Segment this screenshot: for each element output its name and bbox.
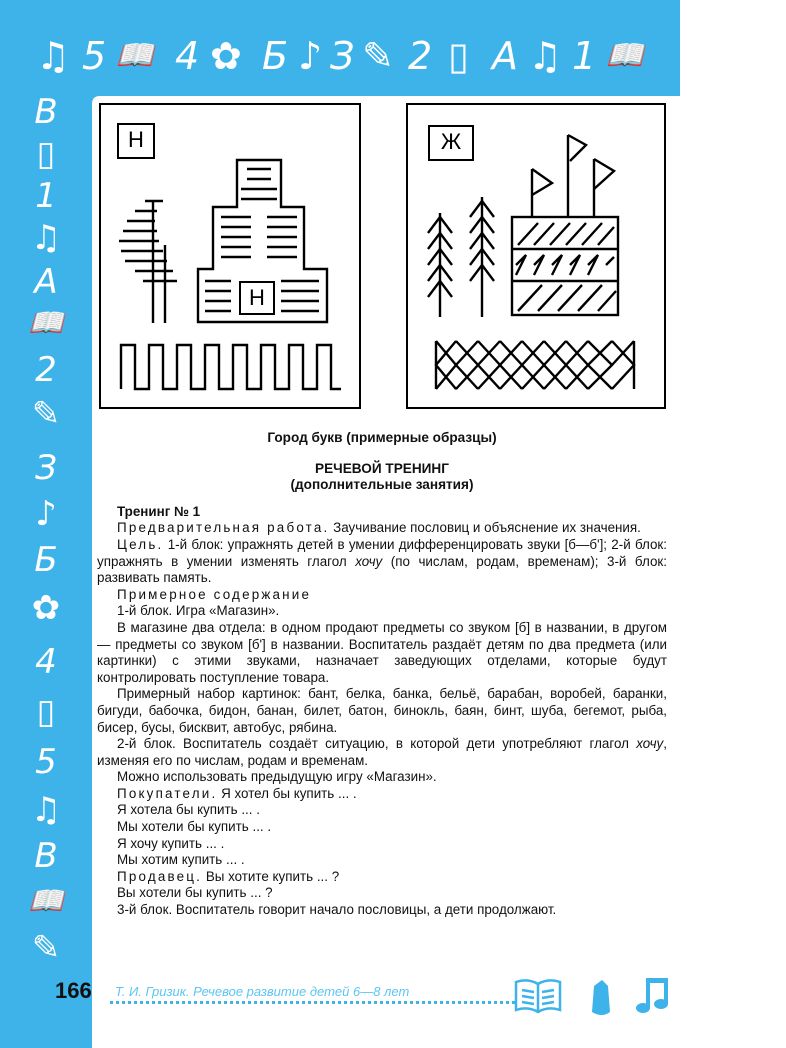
buyer-phrase: Я хотел бы купить ... . (217, 785, 357, 801)
shop-paragraph: В магазине два отдела: в одном продают предметы со звуком [б] в названии, в другом — предметы со звуком [б'] в названии. Воспитатель раздаёт детям по два предмета (или картинки) с этими звуками, назначает заведующих отделами, которые будут контролировать поступление товара. (97, 619, 667, 685)
bottle-icon: ▯ (36, 134, 56, 174)
seller-phrase: Вы хотите купить ... ? (202, 868, 340, 884)
reuse-line: Можно использовать предыдущую игру «Магазин». (117, 769, 437, 785)
music-note-icon: ♫ (30, 218, 62, 258)
content-label: Примерное содержание (117, 586, 312, 602)
seller-line (97, 869, 667, 886)
girl-icon: ✿ (31, 588, 61, 628)
block-1-heading: 1-й блок. Игра «Магазин». (117, 603, 280, 619)
figure-caption: Город букв (примерные образцы) (267, 430, 497, 445)
goal-text-1: 1-й блок: упражнять детей в умении дифференцировать звуки [б—б']; 2-й блок: упражнять в умении изменять глагол (97, 536, 667, 569)
digit-glyph: 1 (35, 176, 57, 216)
preparation-label: Предварительная работа. (117, 520, 330, 536)
digit-glyph: 5 (35, 742, 57, 782)
digit-glyph: 1 (572, 34, 597, 78)
figure-letter-n-city (99, 103, 361, 409)
brush-icon: ✎ (362, 34, 394, 78)
letter-glyph: А (492, 34, 518, 78)
music-note-icon: ♪ (298, 34, 323, 78)
letter-glyph: З (35, 448, 57, 488)
letter-glyph: З (330, 34, 355, 78)
page-number: 166 (55, 978, 92, 1003)
book-icon: 📖 (116, 38, 154, 73)
figure-letter-label: Н (117, 123, 155, 159)
preparation-text: Заучивание пословиц и объяснение их значения. (329, 520, 641, 536)
letter-glyph: Б (262, 34, 289, 78)
book-icon (516, 980, 560, 1012)
zh-drawing (408, 105, 664, 407)
buyer-phrase: Мы хотели бы купить ... . (117, 819, 272, 835)
bottle-icon: ▯ (448, 34, 469, 78)
seller-phrase: Вы хотели бы купить ... ? (117, 885, 273, 901)
buyer-phrase: Мы хотим купить ... . (117, 852, 245, 868)
footer-dotted-rule (110, 1001, 515, 1004)
main-text (97, 430, 667, 919)
block-2-paragraph (97, 736, 667, 769)
figure-letter-label: Ж (428, 125, 474, 161)
girl-icon: ✿ (210, 34, 242, 78)
book-reference: Т. И. Гризик. Речевое развитие детей 6—8 лет (115, 984, 410, 999)
buyer-phrase: Я хочу купить ... . (117, 835, 225, 851)
footer-icons (510, 972, 680, 1022)
letter-glyph: В (34, 92, 58, 132)
buyers-label: Покупатели. (117, 785, 218, 801)
bottle-icon: ▯ (36, 692, 56, 732)
letter-glyph: А (34, 262, 58, 302)
section-subtitle: (дополнительные занятия) (290, 477, 474, 493)
letter-glyph: В (34, 836, 58, 876)
city-drawing (101, 105, 359, 407)
block-2-text-2: , изменяя его по числам, родам и временам. (97, 736, 667, 768)
music-note-icon: ♪ (35, 494, 57, 534)
digit-glyph: 2 (35, 350, 57, 390)
music-note-icon: ♫ (30, 790, 62, 830)
building-letter-label: Н (239, 281, 275, 315)
music-note-icon (636, 978, 668, 1013)
goal-label: Цель. (117, 536, 164, 552)
block-2-verb: хочу (636, 736, 664, 752)
digit-glyph: 4 (175, 34, 200, 78)
book-icon: 📖 (28, 306, 64, 339)
book-icon: 📖 (606, 38, 644, 73)
book-icon: 📖 (28, 884, 64, 917)
preparation-paragraph (97, 520, 667, 537)
goal-text-2: (по числам, родам, временам); 3-й блок: развивать память. (97, 553, 667, 586)
brush-icon: ✎ (31, 394, 61, 434)
digit-glyph: 5 (82, 34, 107, 78)
figure-letter-zh-city (406, 103, 666, 409)
digit-glyph: 4 (35, 642, 57, 682)
letter-glyph: Б (34, 540, 58, 580)
top-glyph-band (0, 0, 680, 96)
pictures-paragraph: Примерный набор картинок: бант, белка, банка, бельё, барабан, воробей, баранки, бигуди, бабочка, бидон, банан, билет, батон, бинокль, баян, бинт, шуба, бегемот, рыба, бисер, бусы, бисквит, автобус, рябина. (97, 686, 667, 735)
goal-paragraph (97, 537, 667, 587)
block-2-text-1: 2-й блок. Воспитатель создаёт ситуацию, в которой дети употребляют глагол (117, 736, 637, 752)
buyers-line (97, 786, 667, 803)
brush-icon: ✎ (31, 928, 61, 968)
seller-label: Продавец. (117, 868, 203, 884)
music-note-icon: ♫ (36, 34, 71, 78)
buyer-phrase: Я хотела бы купить ... . (117, 802, 260, 818)
training-heading: Тренинг № 1 (117, 503, 201, 519)
bottle-icon (592, 980, 610, 1015)
goal-verb: хочу (355, 553, 383, 569)
block-3-line: 3-й блок. Воспитатель говорит начало пословицы, а дети продолжают. (117, 902, 557, 918)
digit-glyph: 2 (408, 34, 433, 78)
music-note-icon: ♫ (528, 34, 563, 78)
section-title: РЕЧЕВОЙ ТРЕНИНГ (315, 460, 449, 476)
